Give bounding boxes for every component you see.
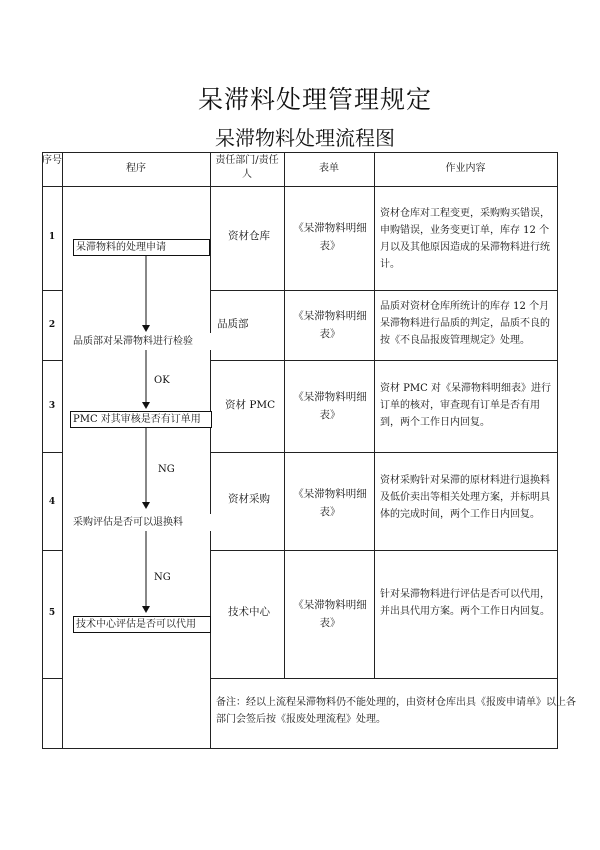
flow-step-pmc-review: PMC 对其审核是否有订单用 xyxy=(70,411,212,428)
row-number: 5 xyxy=(48,608,56,618)
row-work-content: 资材采购针对呆滞的原材料进行退换料及低价卖出等相关处理方案，并标明具体的完成时间，两个工作日内回复。 xyxy=(380,475,550,520)
row-department: 品质部 xyxy=(217,318,249,330)
document-subtitle: 呆滞物料处理流程图 xyxy=(215,126,395,150)
flow-label-ng: NG xyxy=(154,572,171,583)
flow-step-tech-evaluate: 技术中心评估是否可以代用 xyxy=(73,616,211,633)
flow-step-inspect: 品质部对呆滞物料进行检验 xyxy=(70,333,212,350)
flow-step-purchase-evaluate: 采购评估是否可以退换料 xyxy=(70,514,212,531)
flow-step-apply: 呆滞物料的处理申请 xyxy=(73,239,210,256)
row-number: 1 xyxy=(48,232,56,242)
header-form: 表单 xyxy=(319,163,339,174)
table-note: 备注：经以上流程呆滞物料仍不能处理的，由资材仓库出具《报废申请单》以上各部门会签后按《报废处理流程》处理。 xyxy=(216,697,576,725)
row-form: 《呆滞物料明细表》 xyxy=(293,222,367,252)
row-work-content: 资材仓库对工程变更，采购购买错误，申购错误，业务变更订单，库存 12 个月以及其他原因造成的呆滞物料进行统计。 xyxy=(380,208,550,270)
header-seq: 序号 xyxy=(42,155,62,166)
row-form: 《呆滞物料明细表》 xyxy=(293,310,367,340)
flow-label-ng: NG xyxy=(158,464,175,475)
row-form: 《呆滞物料明细表》 xyxy=(293,488,367,518)
document-title: 呆滞料处理管理规定 xyxy=(197,85,432,114)
row-number: 2 xyxy=(48,320,56,330)
row-department: 资材采购 xyxy=(228,493,270,505)
row-number: 3 xyxy=(48,401,56,411)
header-department: 责任部门/责任人 xyxy=(215,155,279,180)
row-form: 《呆滞物料明细表》 xyxy=(293,391,367,421)
header-work: 作业内容 xyxy=(445,163,486,174)
flow-label-ok: OK xyxy=(154,375,170,386)
header-procedure: 程序 xyxy=(126,163,146,174)
row-number: 4 xyxy=(48,497,56,507)
row-department: 资材仓库 xyxy=(228,230,270,242)
row-work-content: 品质对资材仓库所统计的库存 12 个月呆滞物料进行品质的判定，品质不良的按《不良品报废管理规定》处理。 xyxy=(380,301,550,346)
row-work-content: 针对呆滞物料进行评估是否可以代用，并出具代用方案。两个工作日内回复。 xyxy=(380,589,550,617)
row-department: 技术中心 xyxy=(228,606,270,618)
row-work-content: 资材 PMC 对《呆滞物料明细表》进行订单的核对，审查现有订单是否有用到，两个工作日内回复。 xyxy=(380,383,551,428)
row-department: 资材 PMC xyxy=(225,399,276,411)
row-form: 《呆滞物料明细表》 xyxy=(293,599,367,629)
